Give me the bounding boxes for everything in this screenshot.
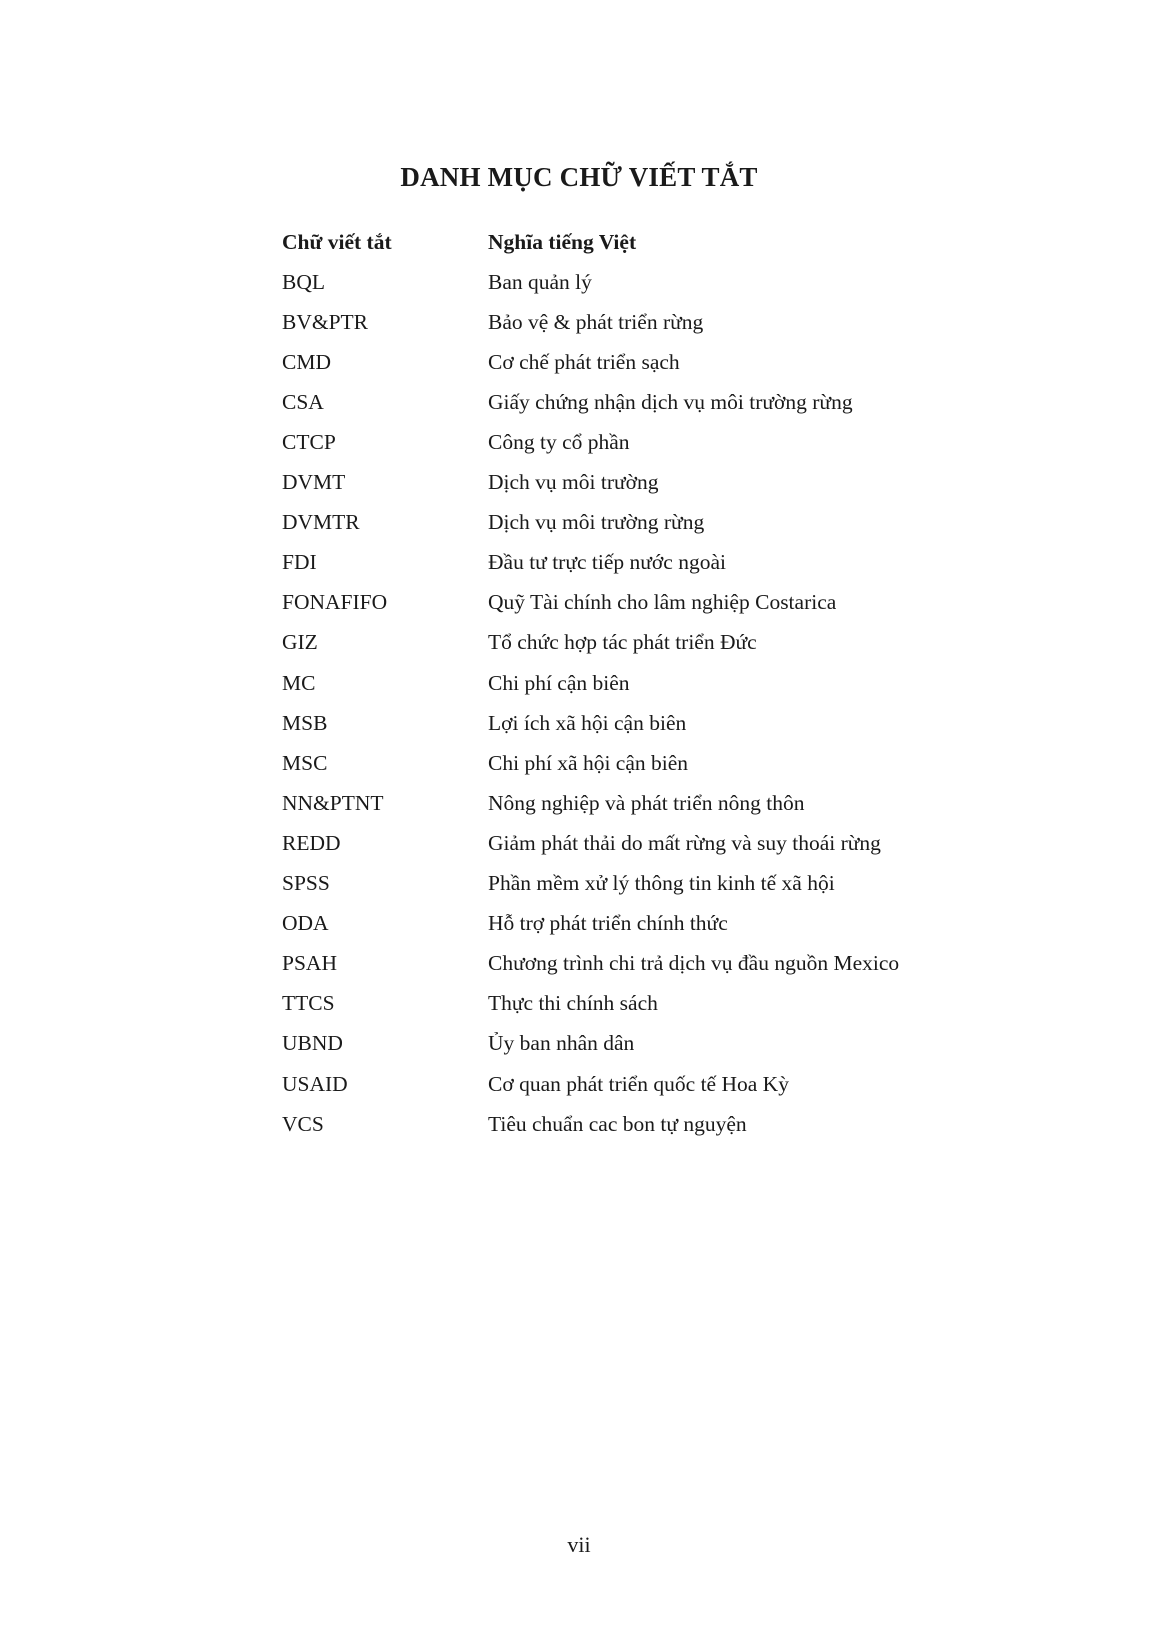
table-row (282, 543, 1002, 583)
abbreviation-cell: FDI (282, 550, 317, 575)
meaning-cell: Phần mềm xử lý thông tin kinh tế xã hội (488, 871, 835, 896)
meaning-cell: Cơ chế phát triển sạch (488, 349, 680, 374)
meaning-cell: Công ty cổ phần (488, 430, 630, 455)
meaning-cell: Tổ chức hợp tác phát triển Đức (488, 630, 757, 655)
abbreviation-cell: DVMT (282, 470, 346, 495)
table-row (282, 1064, 1002, 1104)
meaning-cell: Giảm phát thải do mất rừng và suy thoái rừng (488, 830, 881, 855)
abbreviation-cell: UBND (282, 1031, 343, 1056)
table-row (282, 302, 1002, 342)
meaning-cell: Dịch vụ môi trường (488, 470, 659, 495)
abbreviation-cell: DVMTR (282, 510, 360, 535)
abbreviation-cell: REDD (282, 830, 341, 855)
abbreviation-cell: CTCP (282, 430, 336, 455)
table-row (282, 503, 1002, 543)
abbreviation-cell: SPSS (282, 871, 330, 896)
table-row (282, 743, 1002, 783)
abbreviation-cell: NN&PTNT (282, 790, 384, 815)
abbreviation-cell: GIZ (282, 630, 318, 655)
abbreviation-cell: TTCS (282, 991, 335, 1016)
abbreviation-cell: ODA (282, 911, 329, 936)
abbreviation-cell: USAID (282, 1071, 348, 1096)
table-row (282, 583, 1002, 623)
meaning-cell: Ủy ban nhân dân (488, 1031, 635, 1056)
abbreviation-cell: FONAFIFO (282, 590, 388, 615)
table-row (282, 904, 1002, 944)
header-abbreviation: Chữ viết tắt (282, 229, 392, 254)
abbreviation-cell: MSB (282, 710, 328, 735)
abbreviation-table (282, 222, 1002, 1144)
table-row (282, 703, 1002, 743)
table-row (282, 382, 1002, 422)
meaning-cell: Chi phí cận biên (488, 670, 630, 695)
table-row (282, 663, 1002, 703)
meaning-cell: Chi phí xã hội cận biên (488, 750, 689, 775)
table-row (282, 944, 1002, 984)
meaning-cell: Tiêu chuẩn cac bon tự nguyện (488, 1111, 747, 1136)
meaning-cell: Đầu tư trực tiếp nước ngoài (488, 550, 726, 575)
abbreviation-cell: CMD (282, 349, 331, 374)
table-row (282, 1024, 1002, 1064)
table-row (282, 783, 1002, 823)
meaning-cell: Lợi ích xã hội cận biên (488, 710, 687, 735)
header-meaning: Nghĩa tiếng Việt (488, 229, 637, 254)
table-row (282, 262, 1002, 302)
table-row (282, 984, 1002, 1024)
table-row (282, 342, 1002, 382)
abbreviation-cell: VCS (282, 1111, 324, 1136)
meaning-cell: Thực thi chính sách (488, 991, 658, 1016)
table-row (282, 623, 1002, 663)
abbreviation-cell: CSA (282, 389, 324, 414)
meaning-cell: Dịch vụ môi trường rừng (488, 510, 705, 535)
meaning-cell: Cơ quan phát triển quốc tế Hoa Kỳ (488, 1071, 789, 1096)
abbreviation-cell: MSC (282, 750, 328, 775)
meaning-cell: Chương trình chi trả dịch vụ đầu nguồn Mexico (488, 951, 900, 976)
table-row (282, 422, 1002, 462)
meaning-cell: Ban quản lý (488, 269, 592, 294)
meaning-cell: Bảo vệ & phát triển rừng (488, 309, 704, 334)
abbreviation-cell: PSAH (282, 951, 337, 976)
table-row (282, 1104, 1002, 1144)
abbreviation-cell: BV&PTR (282, 309, 369, 334)
abbreviation-cell: MC (282, 670, 316, 695)
table-body (282, 262, 1002, 1144)
meaning-cell: Hỗ trợ phát triển chính thức (488, 911, 728, 936)
meaning-cell: Nông nghiệp và phát triển nông thôn (488, 790, 805, 815)
table-header-row (282, 222, 1002, 262)
page-number: vii (567, 1532, 591, 1557)
meaning-cell: Giấy chứng nhận dịch vụ môi trường rừng (488, 389, 853, 414)
table-row (282, 823, 1002, 863)
abbreviation-cell: BQL (282, 269, 325, 294)
meaning-cell: Quỹ Tài chính cho lâm nghiệp Costarica (488, 590, 837, 615)
table-row (282, 864, 1002, 904)
page-title: DANH MỤC CHỮ VIẾT TẮT (400, 162, 758, 192)
table-row (282, 463, 1002, 503)
